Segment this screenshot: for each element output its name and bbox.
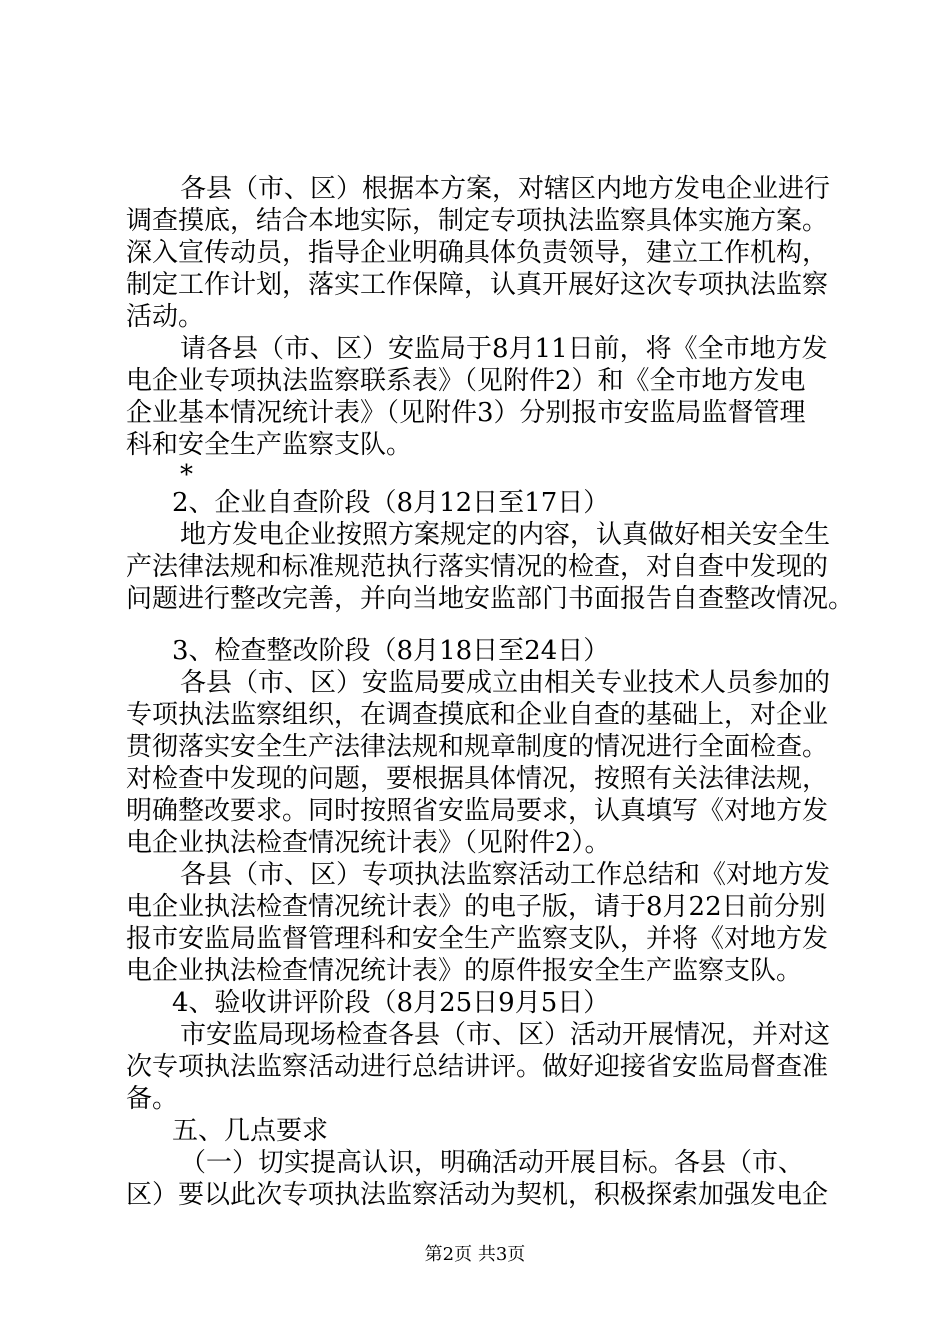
paragraph-line: 贯彻落实安全生产法律法规和规章制度的情况进行全面检查。 [126,732,829,762]
paragraph-line: 专项执法监察组织，在调查摸底和企业自查的基础上，对企业 [126,700,829,730]
paragraph-line: 电企业执法检查情况统计表》（见附件2）。 [126,828,611,858]
paragraph-line: 请各县（市、区）安监局于8月11日前，将《全市地方发 [180,334,828,364]
page-footer: 第2页 共3页 [424,1244,526,1265]
asterisk-separator: * [180,460,193,490]
section-heading: 3、检查整改阶段（8月18日至24日） [172,636,610,666]
paragraph-line: （一）切实提高认识，明确活动开展目标。各县（市、 [180,1148,805,1178]
paragraph-line: 电企业执法检查情况统计表》的原件报安全生产监察支队。 [126,956,803,986]
paragraph-line: 备。 [126,1084,179,1114]
section-heading: 五、几点要求 [172,1116,329,1146]
paragraph-line: 电企业专项执法监察联系表》（见附件2）和《全市地方发电 [126,366,806,396]
paragraph-line: 各县（市、区）专项执法监察活动工作总结和《对地方发 [180,860,831,890]
paragraph-line: 制定工作计划，落实工作保障，认真开展好这次专项执法监察 [126,270,829,300]
paragraph-line: 科和安全生产监察支队。 [126,430,413,460]
paragraph-line: 明确整改要求。同时按照省安监局要求，认真填写《对地方发 [126,796,829,826]
paragraph-line: 次专项执法监察活动进行总结讲评。做好迎接省安监局督查准 [126,1052,829,1082]
section-heading: 4、验收讲评阶段（8月25日9月5日） [172,988,610,1018]
paragraph-line: 问题进行整改完善，并向当地安监部门书面报告自查整改情况。 [126,584,855,614]
paragraph-line: 报市安监局监督管理科和安全生产监察支队，并将《对地方发 [126,924,829,954]
paragraph-line: 活动。 [126,302,205,332]
paragraph-line: 各县（市、区）根据本方案，对辖区内地方发电企业进行 [180,174,831,204]
section-heading: 2、企业自查阶段（8月12日至17日） [172,488,610,518]
paragraph-line: 市安监局现场检查各县（市、区）活动开展情况，并对这 [180,1020,831,1050]
paragraph-line: 产法律法规和标准规范执行落实情况的检查，对自查中发现的 [126,552,829,582]
paragraph-line: 调查摸底，结合本地实际，制定专项执法监察具体实施方案。 [126,206,829,236]
paragraph-line: 电企业执法检查情况统计表》的电子版，请于8月22日前分别 [126,892,826,922]
paragraph-line: 企业基本情况统计表》（见附件3）分别报市安监局监督管理 [126,398,806,428]
paragraph-line: 地方发电企业按照方案规定的内容，认真做好相关安全生 [180,520,831,550]
paragraph-line: 区）要以此次专项执法监察活动为契机，积极探索加强发电企 [126,1180,829,1210]
paragraph-line: 各县（市、区）安监局要成立由相关专业技术人员参加的 [180,668,831,698]
paragraph-line: 深入宣传动员，指导企业明确具体负责领导，建立工作机构， [126,238,829,268]
paragraph-line: 对检查中发现的问题，要根据具体情况，按照有关法律法规， [126,764,829,794]
